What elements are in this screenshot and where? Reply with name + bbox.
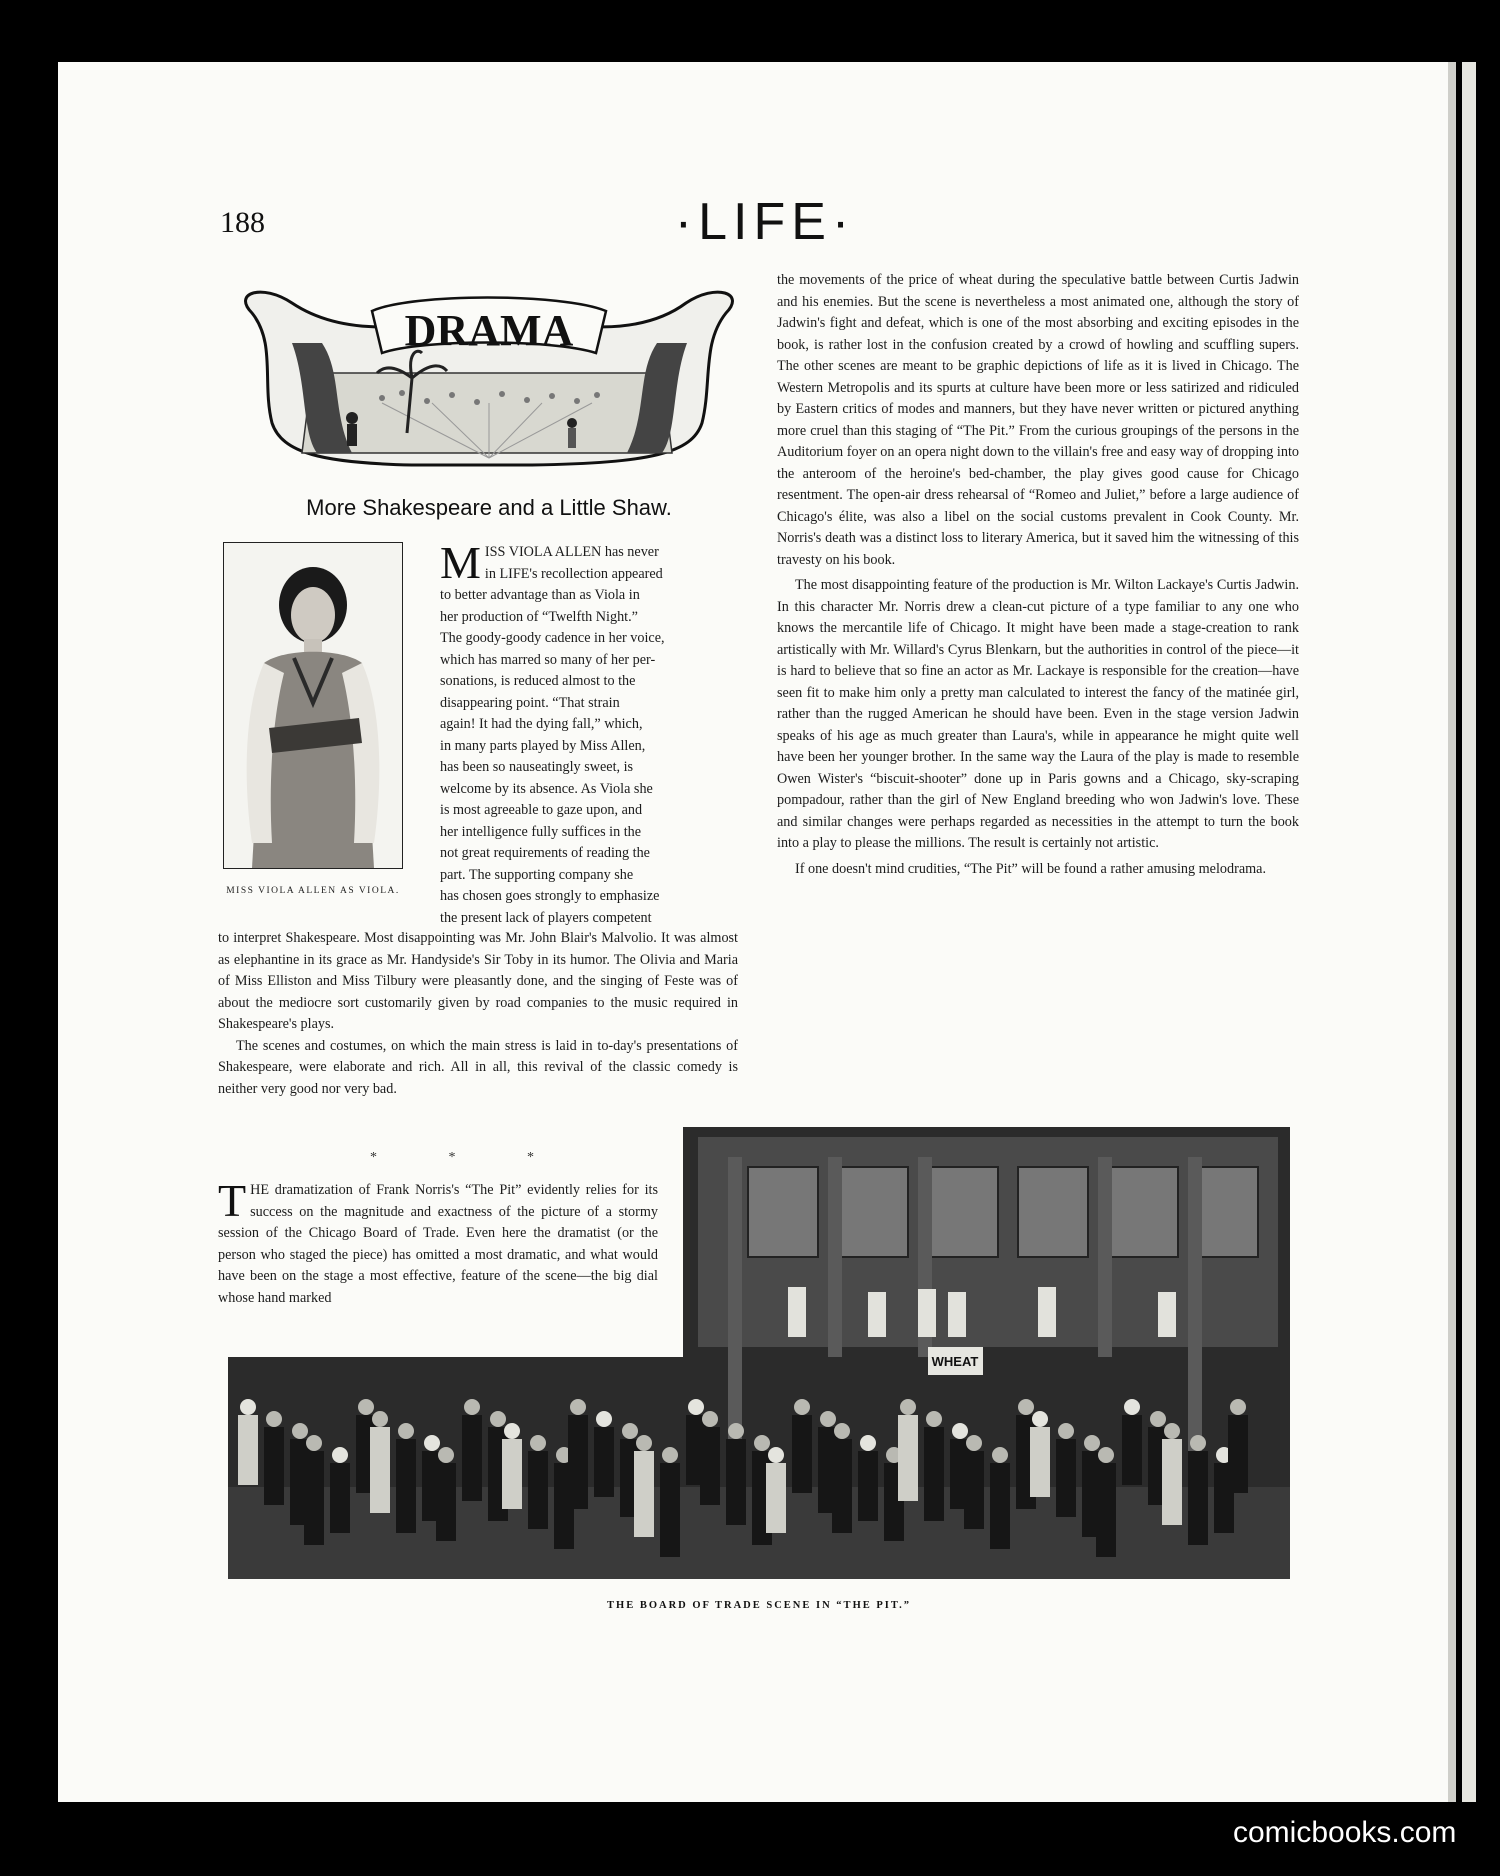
crowd-figure-head: [358, 1399, 374, 1415]
crowd-figure-body: [1030, 1427, 1050, 1497]
crowd-figure-head: [1032, 1411, 1048, 1427]
crowd-figure-body: [568, 1415, 588, 1509]
crowd-figure-head: [332, 1447, 348, 1463]
text-line: again! It had the dying fall,” which,: [440, 716, 643, 732]
crowd-figure-head: [900, 1399, 916, 1415]
crowd-figure-body: [660, 1463, 680, 1557]
viola-review-continued: to interpret Shakespeare. Most disappointing was Mr. John Blair's Malvolio. It was almost as elephantine in its grace as Mr. Handyside's Sir Toby in its humor. The Olivia and Maria of Miss Elliston and Miss Tilbury were pleasantly done, and the singing of Feste was of about the mediocre sort customarily given by road companies to the music required in Shakespeare's plays.: [218, 930, 738, 1032]
viola-review-opening: [440, 537, 738, 929]
crowd-figure-body: [528, 1451, 548, 1529]
crowd-figure-body: [898, 1415, 918, 1501]
text-line: welcome by its absence. As Viola she: [440, 780, 653, 797]
crowd-figure-head: [754, 1435, 770, 1451]
crowd-figure-head: [292, 1423, 308, 1439]
drop-cap-m: M: [440, 537, 481, 588]
crowd-figure-head: [662, 1447, 678, 1463]
viola-allen-photo: [223, 542, 403, 869]
crowd-figure-body: [1188, 1451, 1208, 1545]
crowd-figure-head: [926, 1411, 942, 1427]
crowd-figure-head: [266, 1411, 282, 1427]
section-divider-stars: * * *: [370, 1150, 568, 1165]
photo-caption: MISS VIOLA ALLEN AS VIOLA.: [226, 886, 400, 896]
pit-review-paragraph-2: The most disappointing feature of the production is Mr. Wilton Lackaye's Curtis Jadwin. In this character Mr. Norris drew a clean-cut picture of a type familiar to any one who knows the mercantile life of Chicago. It might have been made a stage-creation to rank artistically with Mr. Willard's Cyrus Blenkarn, but the authorities in control of the piece—it is hard to believe that so fine an actor as Mr. Lackaye is responsible for the creation—have seen fit to make him only a pretty man calculated to interest the fancy of the matinée girl, rather than the rugged American he should have been. Even in the stage version Jadwin speaks of his age as much greater than Laura's, while in appearance he might quite well have been her younger brother. In the same way the Laura of the play is made to resemble Owen Wister's “biscuit-shooter” done up in Paris gowns and a Chicago, sky-scraping pompadour, rather than the girl of New England breeding who won Jadwin's love. These and similar changes were perhaps regarded as necessities in the attempt to turn the book into a play to please the millions. The result is certainly not artistic.: [777, 577, 1299, 851]
text-line: The goody-goody cadence in her voice,: [440, 630, 665, 646]
text-line: has chosen goes strongly to emphasize: [440, 888, 660, 904]
crowd-figure-head: [424, 1435, 440, 1451]
crowd-figure-head: [306, 1435, 322, 1451]
crowd-figure-body: [924, 1427, 944, 1521]
crowd-figure-body: [238, 1415, 258, 1485]
text-line: her intelligence fully suffices in the: [440, 823, 642, 840]
crowd-figure-body: [1096, 1463, 1116, 1557]
crowd-figure-body: [1056, 1439, 1076, 1517]
crowd-figure-head: [952, 1423, 968, 1439]
crowd-figure-body: [1228, 1415, 1248, 1493]
crowd-figure-body: [792, 1415, 812, 1493]
text-line: has been so nauseatingly sweet, is: [440, 759, 634, 775]
masthead-life: ·LIFE·: [674, 193, 856, 251]
crowd-figure-body: [370, 1427, 390, 1513]
crowd-figure-body: [462, 1415, 482, 1501]
crowd-figure-head: [596, 1411, 612, 1427]
crowd-figure-body: [634, 1451, 654, 1537]
column-1-lower: [218, 928, 738, 1100]
text-line: part. The supporting company she: [440, 866, 634, 883]
text-line: sonations, is reduced almost to the: [440, 673, 636, 689]
crowd-figure-body: [264, 1427, 284, 1505]
column-1-upper: [440, 537, 738, 929]
crowd-figure-head: [860, 1435, 876, 1451]
board-of-trade-caption: THE BOARD OF TRADE SCENE IN “THE PIT.”: [607, 1600, 911, 1611]
text-line: not great requirements of reading the: [440, 845, 650, 861]
crowd-figure-body: [700, 1427, 720, 1505]
crowd-figure-head: [768, 1447, 784, 1463]
wheat-sign: WHEAT: [931, 1354, 979, 1369]
crowd-figure-body: [766, 1463, 786, 1533]
drama-banner-illustration: [232, 283, 746, 483]
crowd-figure-head: [504, 1423, 520, 1439]
next-page-edge: [1462, 62, 1476, 1802]
watermark: comicbooks.com: [1233, 1816, 1457, 1849]
text-line: her production of “Twelfth Night.”: [440, 608, 638, 625]
crowd-figure-head: [702, 1411, 718, 1427]
crowd-figure-head: [992, 1447, 1008, 1463]
crowd-figure-head: [570, 1399, 586, 1415]
crowd-figure-head: [622, 1423, 638, 1439]
crowd-figure-head: [1150, 1411, 1166, 1427]
crowd-figure-head: [1164, 1423, 1180, 1439]
crowd-figure-body: [990, 1463, 1010, 1549]
crowd-figure-head: [1084, 1435, 1100, 1451]
crowd-figure-head: [490, 1411, 506, 1427]
crowd-figure-head: [834, 1423, 850, 1439]
text-line: in LIFE's recollection appeared: [484, 565, 663, 582]
crowd-figure-body: [502, 1439, 522, 1509]
crowd-figure-head: [966, 1435, 982, 1451]
crowd-figure-head: [636, 1435, 652, 1451]
article-subtitle: More Shakespeare and a Little Shaw.: [306, 495, 672, 520]
page-spine: [1448, 62, 1456, 1802]
crowd-figure-head: [1230, 1399, 1246, 1415]
crowd-figure-body: [832, 1439, 852, 1533]
text-line: is most agreeable to gaze upon, and: [440, 802, 643, 818]
column-2: [777, 270, 1299, 880]
text-line: the present lack of players competent: [440, 909, 652, 926]
crowd-figure-body: [304, 1451, 324, 1545]
crowd-figure-body: [396, 1439, 416, 1533]
banner-title: DRAMA: [404, 306, 574, 355]
text-line: in many parts played by Miss Allen,: [440, 737, 646, 754]
crowd-figure-head: [1098, 1447, 1114, 1463]
crowd-figure-body: [594, 1427, 614, 1497]
crowd-figure-body: [726, 1439, 746, 1525]
crowd-figure-head: [1058, 1423, 1074, 1439]
crowd-figure-body: [858, 1451, 878, 1521]
crowd-figure-body: [436, 1463, 456, 1541]
pit-review-paragraph-3: If one doesn't mind crudities, “The Pit” will be found a rather amusing melodrama.: [795, 860, 1267, 877]
crowd-figure-head: [1018, 1399, 1034, 1415]
crowd-figure-head: [728, 1423, 744, 1439]
crowd-figure-head: [1124, 1399, 1140, 1415]
crowd-figure-head: [688, 1399, 704, 1415]
text-line: ISS VIOLA ALLEN has never: [484, 544, 659, 560]
text-line: which has marred so many of her per-: [440, 651, 656, 668]
text-line: to better advantage than as Viola in: [440, 587, 640, 603]
crowd-figure-body: [330, 1463, 350, 1533]
text-line: disappearing point. “That strain: [440, 694, 620, 711]
pit-review-text: HE dramatization of Frank Norris's “The Pit” evidently relies for its success on the magnitude and exactness of the picture of a stormy session of the Chicago Board of Trade. Even here the dramatist (or the person who staged the piece) has omitted a most dramatic, and what would have been on the stage a most effective, feature of the scene—the big dial whose hand marked: [218, 1182, 658, 1306]
crowd-figure-head: [464, 1399, 480, 1415]
crowd-figure-body: [1122, 1415, 1142, 1485]
crowd-figure-head: [398, 1423, 414, 1439]
crowd-figure-head: [240, 1399, 256, 1415]
pit-review-paragraph-1: the movements of the price of wheat during the speculative battle between Curtis Jadwin and his enemies. But the scene is nevertheless a most animated one, although the story of Jadwin's fight and defeat, which is one of the most absorbing and exciting episodes in the book, is rather lost in the confusion created by a crowd of howling and scuffling supers. The other scenes are meant to be graphic depictions of life as it is lived in Chicago. The Western Metropolis and its spurts at culture have been more or less satirized and ridiculed by Eastern critics of modes and manners, but they have never written or pictured anything more cruel than this staging of “The Pit.” From the curious groupings of the persons in the Auditorium foyer on an opera night down to the villain's free and easy way of dropping into the anteroom of the heroine's bed-chamber, the play gives good cause for Chicago resentment. The open-air dress rehearsal of “Romeo and Juliet,” before a large audience of Chicago's élite, was also a libel on the social customs prevalent in Cook County. Mr. Norris's death was a distinct loss to literary America, but it saved him the witnessing of this travesty on his book.: [777, 272, 1299, 568]
board-of-trade-photo: [228, 1127, 1290, 1579]
crowd-figure-head: [794, 1399, 810, 1415]
crowd-figure-head: [1190, 1435, 1206, 1451]
drop-cap-t: T: [218, 1175, 247, 1226]
crowd-figure-head: [438, 1447, 454, 1463]
crowd-figure-head: [820, 1411, 836, 1427]
crowd-figure-head: [530, 1435, 546, 1451]
crowd-figure-body: [964, 1451, 984, 1529]
page-number: 188: [220, 206, 265, 239]
viola-review-conclusion: The scenes and costumes, on which the main stress is laid in to-day's presentations of Shakespeare, were elaborate and rich. All in all, this revival of the classic comedy is neither very good nor very bad.: [218, 1037, 738, 1097]
crowd-figure-head: [372, 1411, 388, 1427]
crowd-figure-body: [1162, 1439, 1182, 1525]
